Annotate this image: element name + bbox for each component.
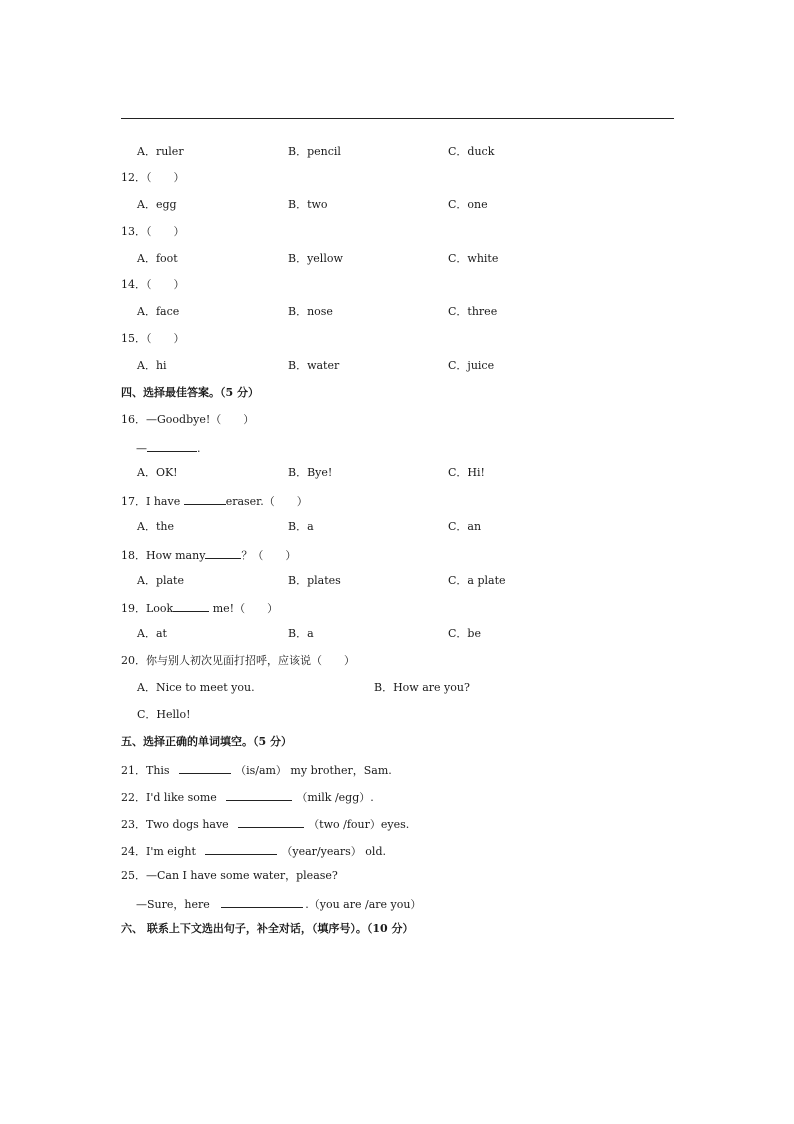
q20-option-b: B．How are you? — [374, 681, 470, 694]
q19-stem-start: 19．Look — [121, 602, 174, 615]
q12-option-c: C．one — [448, 198, 488, 211]
q20-stem: 20．你与别人初次见面打招呼，应该说（ ） — [121, 654, 355, 667]
q11-option-a: A．ruler — [137, 145, 184, 158]
q18-stem — [121, 547, 296, 563]
q22-stem-start: 22．I'd like some — [121, 791, 221, 804]
q22-stem-end: （milk /egg）. — [296, 791, 374, 804]
q17-stem-end: eraser.（ ） — [225, 495, 308, 508]
q18-option-c: C．a plate — [448, 574, 506, 587]
header-rule — [121, 118, 674, 119]
q14-stem: 14．（ ） — [121, 278, 185, 291]
q15-option-a: A．hi — [137, 359, 167, 372]
q14-option-a: A．face — [137, 305, 180, 318]
q19-stem-end: me!（ ） — [209, 602, 279, 615]
q18-stem-end: ？（ ） — [241, 549, 297, 562]
section-6-title: 六、 联系上下文选出句子，补全对话，（填序号）。（10 分） — [121, 922, 414, 935]
q23-stem-start: 23．Two dogs have — [121, 818, 233, 831]
q19-stem — [121, 600, 278, 616]
q15-option-b: B．water — [288, 359, 340, 372]
q24-answer-blank[interactable] — [205, 843, 277, 855]
q13-stem: 13．（ ） — [121, 225, 185, 238]
q19-option-c: C．be — [448, 627, 481, 640]
q15-option-c: C．juice — [448, 359, 495, 372]
q17-answer-blank[interactable] — [184, 493, 226, 505]
q11-option-c: C．duck — [448, 145, 495, 158]
q18-stem-start: 18．How many — [121, 549, 206, 562]
section-5-title: 五、选择正确的单词填空。（5 分） — [121, 735, 292, 748]
q16-reply-dash: — — [136, 442, 147, 455]
q22-stem — [121, 789, 374, 805]
q19-answer-blank[interactable] — [173, 600, 209, 612]
q17-option-c: C．an — [448, 520, 482, 533]
q19-option-a: A．at — [137, 627, 167, 640]
q24-stem — [121, 843, 386, 859]
q16-stem: 16．—Goodbye!（ ） — [121, 413, 255, 426]
q16-reply-period: . — [197, 442, 201, 455]
q16-reply — [136, 440, 201, 456]
q14-option-c: C．three — [448, 305, 498, 318]
q18-answer-blank[interactable] — [205, 547, 241, 559]
q23-answer-blank[interactable] — [238, 816, 304, 828]
q13-option-c: C．white — [448, 252, 499, 265]
q12-stem: 12．（ ） — [121, 171, 185, 184]
q17-option-b: B．a — [288, 520, 314, 533]
q23-stem — [121, 816, 409, 832]
q20-option-c: C．Hello! — [137, 708, 191, 721]
q16-option-c: C．Hi! — [448, 466, 485, 479]
q16-option-a: A．OK! — [137, 466, 178, 479]
q25-reply-start: —Sure，here — [136, 898, 214, 911]
q21-stem-end: （is/am） my brother，Sam. — [235, 764, 392, 777]
q18-option-a: A．plate — [137, 574, 184, 587]
q25-reply — [136, 896, 421, 912]
q20-option-a: A．Nice to meet you. — [137, 681, 255, 694]
q18-option-b: B．plates — [288, 574, 341, 587]
q21-stem — [121, 762, 392, 778]
q25-reply-end: .（you are /are you） — [305, 898, 422, 911]
section-4-title: 四、选择最佳答案。（5 分） — [121, 386, 259, 399]
q11-option-b: B．pencil — [288, 145, 341, 158]
q16-answer-blank[interactable] — [147, 440, 197, 452]
q23-stem-end: （two /four）eyes. — [308, 818, 410, 831]
q22-answer-blank[interactable] — [226, 789, 292, 801]
q17-stem — [121, 493, 308, 509]
q13-option-b: B．yellow — [288, 252, 343, 265]
q21-stem-start: 21．This — [121, 764, 174, 777]
q12-option-a: A．egg — [137, 198, 177, 211]
q19-option-b: B．a — [288, 627, 314, 640]
q14-option-b: B．nose — [288, 305, 333, 318]
q13-option-a: A．foot — [137, 252, 178, 265]
q24-stem-end: （year/years） old. — [281, 845, 386, 858]
q25-answer-blank[interactable] — [221, 896, 303, 908]
q21-answer-blank[interactable] — [179, 762, 231, 774]
q15-stem: 15．（ ） — [121, 332, 185, 345]
q24-stem-start: 24．I'm eight — [121, 845, 200, 858]
q17-option-a: A．the — [137, 520, 174, 533]
q12-option-b: B．two — [288, 198, 328, 211]
q17-stem-start: 17．I have — [121, 495, 184, 508]
q25-stem: 25．—Can I have some water，please? — [121, 869, 338, 882]
q16-option-b: B．Bye! — [288, 466, 333, 479]
